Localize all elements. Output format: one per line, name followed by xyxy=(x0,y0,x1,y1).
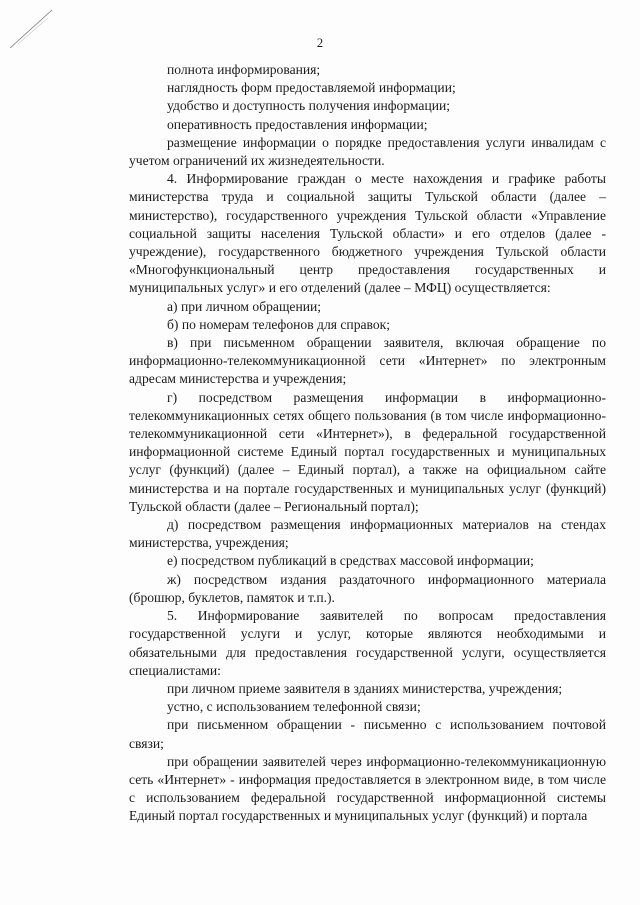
paragraph: удобство и доступность получения информации; xyxy=(167,98,451,114)
paragraph: а) при личном обращении; xyxy=(167,298,322,314)
paragraph: устно, с использованием телефонной связи; xyxy=(167,699,421,715)
paragraph: д) посредством размещения информационных материалов на стендах министерства, учреждения; xyxy=(129,517,606,551)
paragraph: в) при письменном обращении заявителя, включая обращение по информационно-телекоммуникационной сети «Интернет» по электронным адресам министерства и учреждения; xyxy=(129,335,606,387)
paragraph: 5. Информирование заявителей по вопросам предоставления государственной услуги и услуг, которые являются необходимыми и обязательными для предоставления государственной услуги, осуществляется специалистами: xyxy=(129,608,606,678)
paragraph: е) посредством публикаций в средствах массовой информации; xyxy=(167,553,534,569)
paragraph: размещение информации о порядке предоставления услуги инвалидам с учетом ограничений их жизнедеятельности. xyxy=(129,134,606,169)
paragraph: при личном приеме заявителя в зданиях министерства, учреждения; xyxy=(167,680,563,696)
paragraph: ж) посредством издания раздаточного информационного материала (брошюр, буклетов, памяток и т.п.). xyxy=(129,571,606,605)
paragraph: г) посредством размещения информации в информационно-телекоммуникационных сетях общего пользования (в том числе информационно-телекоммуникационной сети «Интернет»), в федеральной государственной информационной системе Единый портал государственных и муниципальных услуг (функций) (далее – Единый портал), а также на официальном сайте министерства и на портале государственных и муниципальных услуг (функций) Тульской области (далее – Региональный портал); xyxy=(129,389,606,514)
paragraph: оперативность предоставления информации; xyxy=(167,116,428,132)
paragraph: полнота информирования; xyxy=(167,62,321,77)
paragraph: при письменном обращении - письменно с использованием почтовой связи; xyxy=(129,717,606,751)
paragraph: при обращении заявителей через информационно-телекоммуникационную сеть «Интернет» - информация предоставляется в электронном виде, в том числе с использованием федеральной государственной информационной системы Единый портал государственных и муниципальных услуг (функций) и портала xyxy=(129,753,606,824)
document-body xyxy=(129,61,606,826)
paragraph: 4. Информирование граждан о месте нахождения и графике работы министерства труда и социальной защиты Тульской области (далее – министерство), государственного учреждения Тульской области «Управление социальной защиты населения Тульской области» и его отделов (далее - учреждение), государственного бюджетного учреждения Тульской области «Многофункциональный центр предоставления государственных и муниципальных услуг» и его отделений (далее – МФЦ) осуществляется: xyxy=(129,171,606,296)
page-number: 2 xyxy=(316,36,324,50)
paragraph: б) по номерам телефонов для справок; xyxy=(167,316,391,332)
paragraph: наглядность форм предоставляемой информации; xyxy=(167,80,456,96)
